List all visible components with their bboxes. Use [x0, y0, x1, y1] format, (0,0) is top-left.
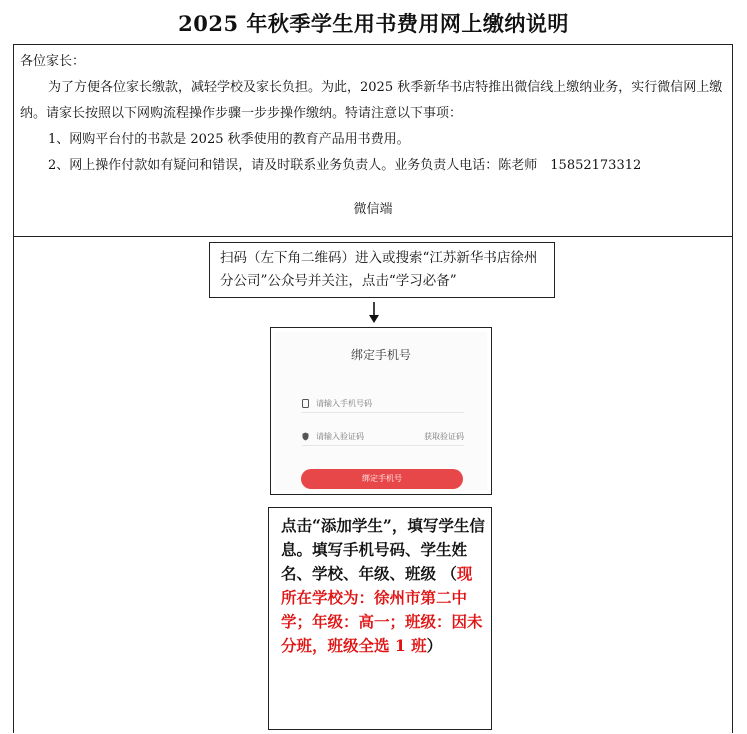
bind-phone-title: 绑定手机号: [350, 348, 411, 362]
step-2-close-paren: ）: [426, 636, 443, 655]
bind-phone-button[interactable]: 绑定手机号: [301, 469, 463, 489]
phone-number-placeholder: 请输入手机号码: [316, 399, 372, 408]
intro-section: [14, 45, 732, 237]
step-2-box: [268, 507, 492, 730]
intro-paragraph: 为了方便各位家长缴款，减轻学校及家长负担。为此，2025 秋季新华书店特推出微信线上缴纳业务，实行微信网上缴纳。请家长按照以下网购流程操作步骤一步步操作缴纳。特请注意以下事项：: [20, 80, 723, 121]
flow-section: [14, 237, 732, 734]
step-1-box: 扫码（左下角二维码）进入或搜索“江苏新华书店徐州分公司”公众号并关注，点击“学习必备”: [209, 242, 555, 298]
phone-screen: [275, 332, 487, 490]
phone-screenshot: [270, 327, 492, 495]
phone-number-field[interactable]: [302, 394, 464, 413]
channel-label: 微信端: [353, 202, 393, 217]
step-2-instruction: 点击“添加学生”，填写学生信息。填写手机号码、学生姓名、学校、年级、班级 （: [281, 516, 485, 583]
step-2-school-info: 现所在学校为：徐州市第二中学；年级：高一；班级：因未分班，班级全选 1 班: [281, 564, 483, 655]
down-arrow-icon: [368, 302, 380, 324]
greeting: 各位家长：: [20, 54, 86, 69]
verification-code-placeholder: 请输入验证码: [316, 432, 364, 441]
page-title: 2025 年秋季学生用书费用网上缴纳说明: [178, 11, 569, 36]
phone-icon: [302, 399, 309, 408]
verification-code-field[interactable]: [302, 427, 464, 446]
notice-item-1: 1、网购平台付的书款是 2025 秋季使用的教育产品用书费用。: [48, 132, 410, 147]
get-code-button[interactable]: 获取验证码: [424, 432, 464, 441]
notice-item-2: 2、网上操作付款如有疑问和错误，请及时联系业务负责人。业务负责人电话：陈老师 15852173312: [48, 158, 642, 173]
instruction-table: [13, 44, 733, 733]
shield-icon: [302, 432, 309, 441]
